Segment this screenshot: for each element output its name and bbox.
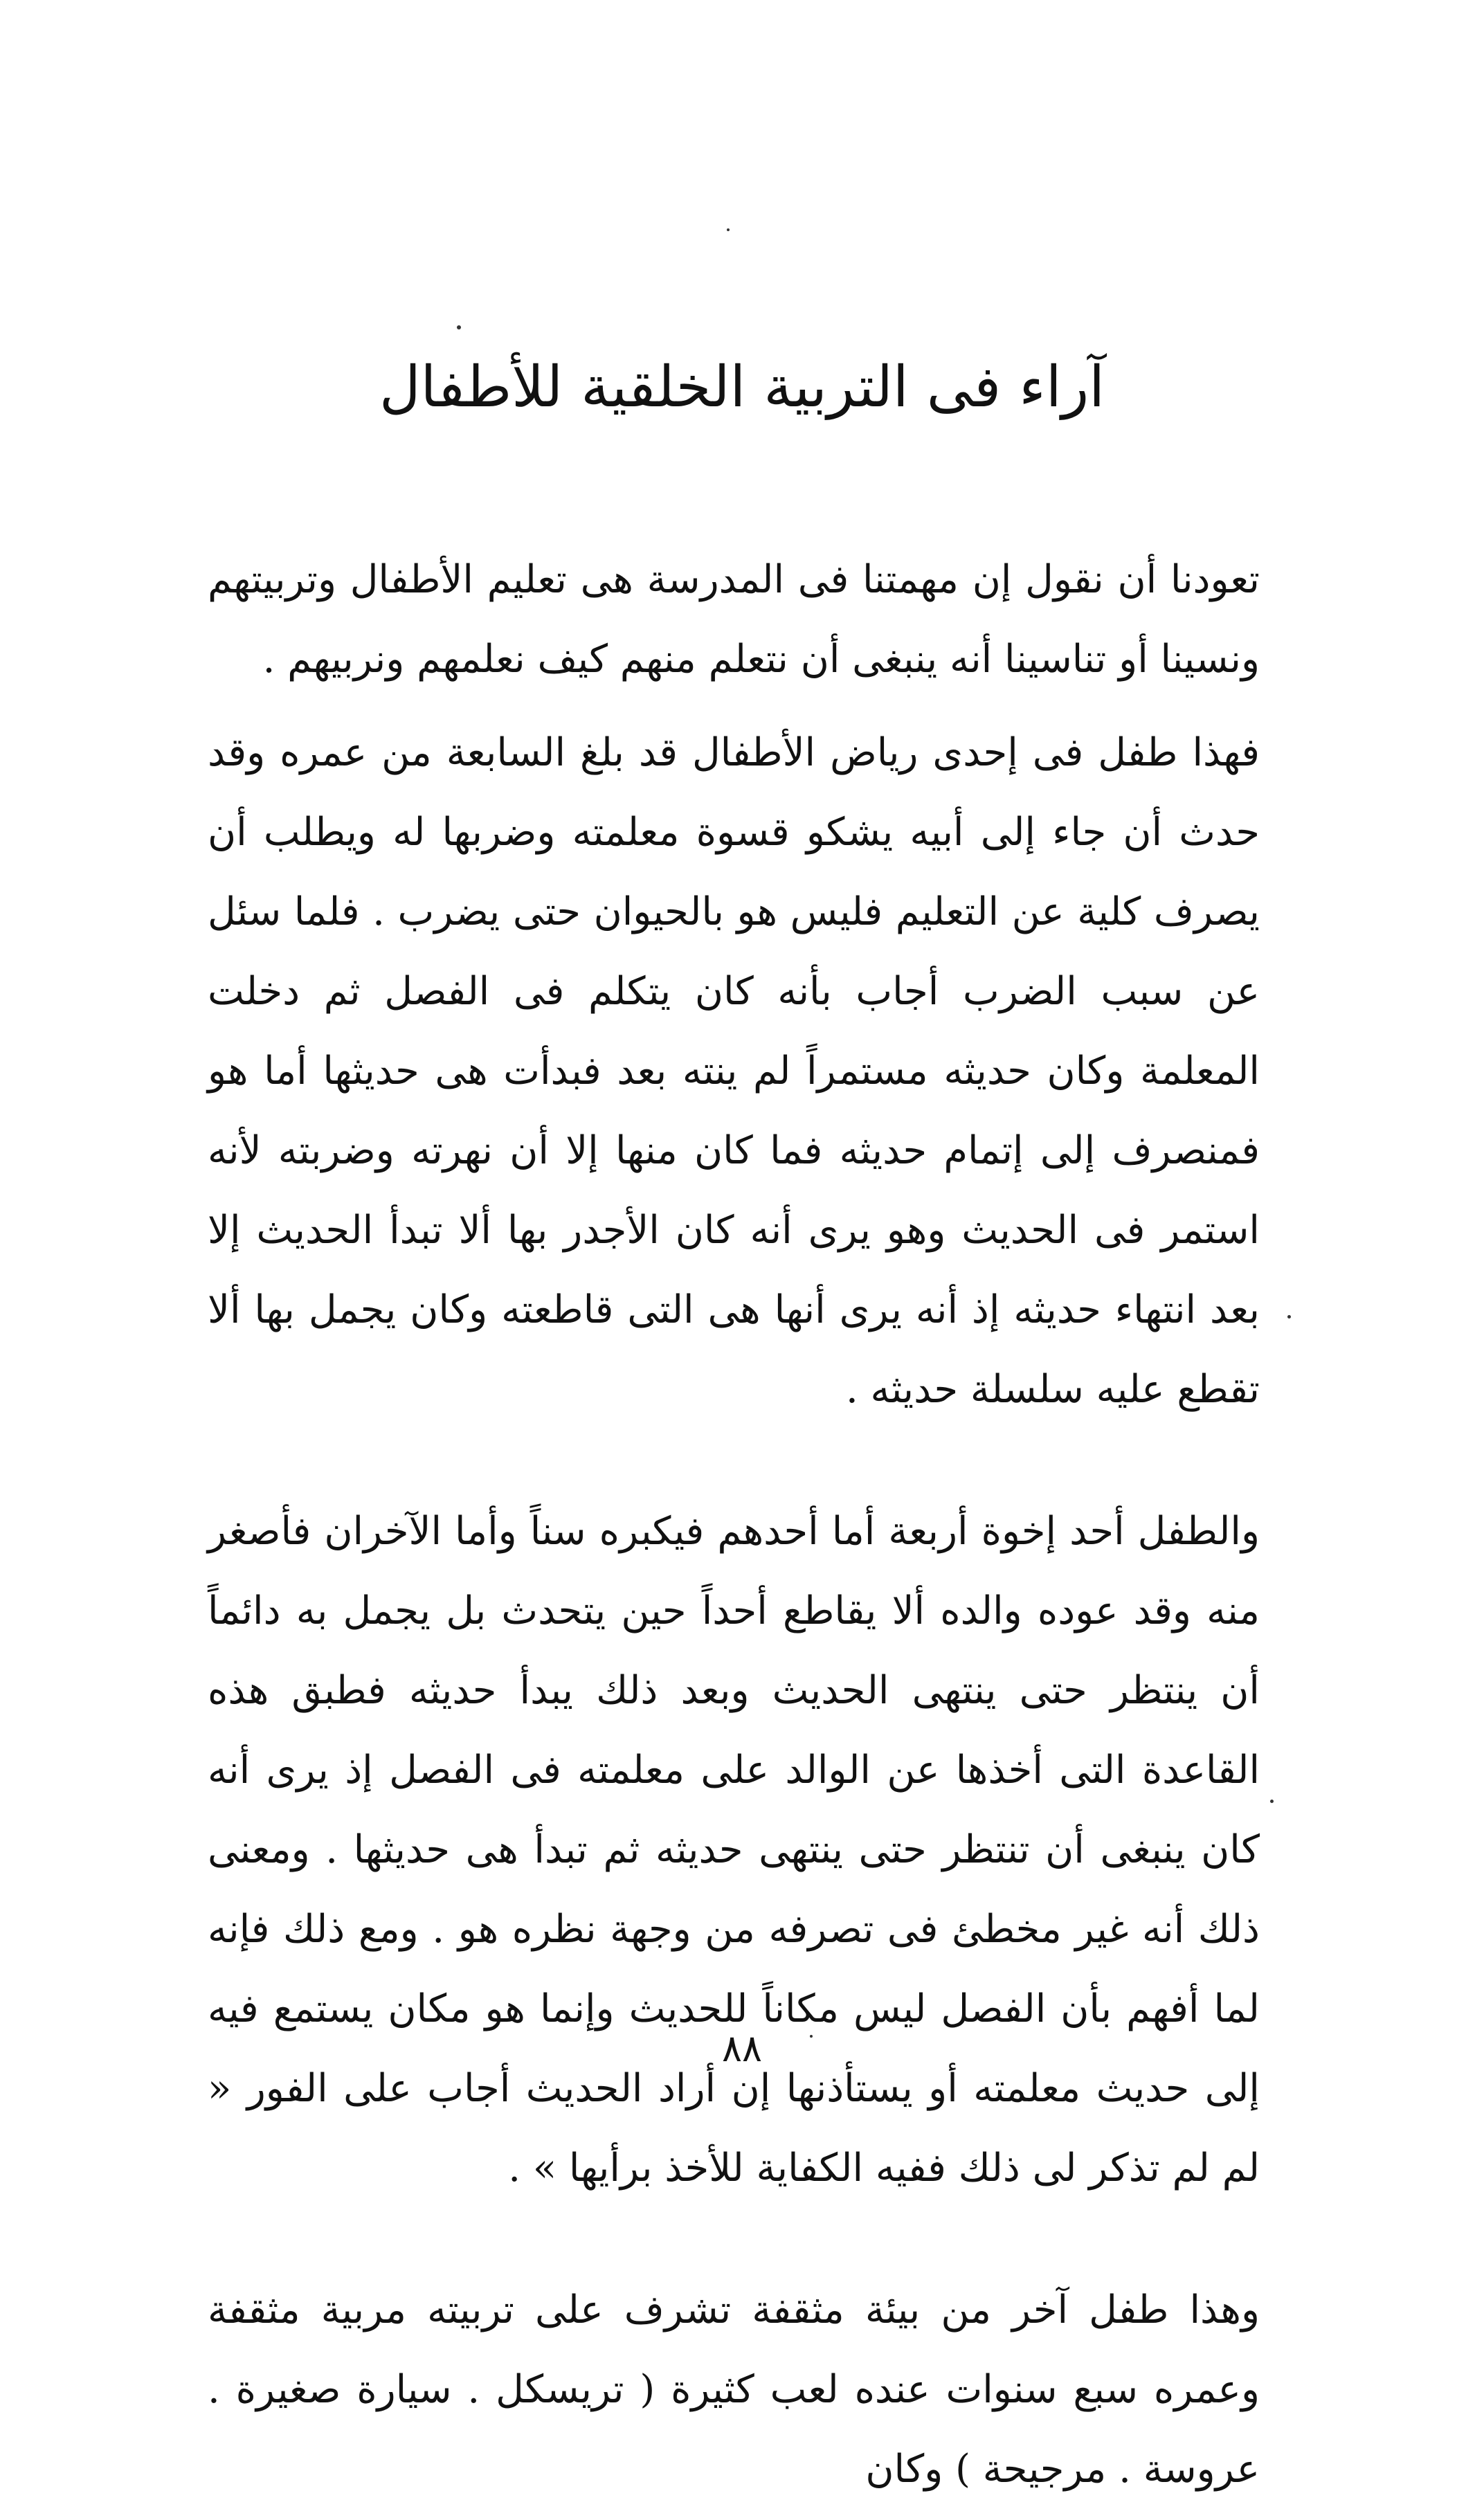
paragraph-4: وهذا طفل آخر من بيئة مثقفة تشرف على تربيته مربية مثقفة وعمره سبع سنوات عنده لعب كثيرة ( تريسكل . سيارة صغيرة . عروسة . مرجيحة ) وكان <box>208 2288 1260 2492</box>
page-title: آراء فى التربية الخلقية للأطفال <box>379 354 1105 420</box>
scan-speck <box>810 2035 813 2038</box>
scan-speck <box>457 325 461 329</box>
scan-speck <box>727 228 730 231</box>
paragraph-1: تعودنا أن نقول إن مهمتنا فى المدرسة هى تعليم الأطفال وتربيتهم ونسينا أو تناسينا أنه ينبغى أن نتعلم منهم كيف نعلمهم ونربيهم . <box>208 557 1260 682</box>
page-number: ٨٨ <box>721 2027 762 2070</box>
paragraph-3: والطفل أحد إخوة أربعة أما أحدهم فيكبره سناً وأما الآخران فأصغر منه وقد عوده والده ألا يقاطع أحداً حين يتحدث بل يجمل به دائماً أن ينتظر حتى ينتهى الحديث وبعد ذلك يبدأ حديثه فطبق هذه القاعدة التى أخذها عن الوالد على معلمته فى الفصل إذ يرى أنه كان ينبغى أن تنتظر حتى ينتهى حديثه ثم تبدأ هى حديثها . ومعنى ذلك أنه غير مخطئ فى تصرفه من وجهة نظره هو . ومع ذلك فإنه لما أفهم بأن الفصل ليس مكاناً للحديث وإنما هو مكان يستمع فيه إلى حديث معلمته أو يستأذنها إن أراد الحديث أجاب على الفور « لم لم تذكر لى ذلك ففيه الكفاية للأخذ برأيها » . <box>208 1509 1260 2191</box>
scan-speck <box>1287 1315 1291 1319</box>
paragraph-2: فهذا طفل فى إحدى رياض الأطفال قد بلغ السابعة من عمره وقد حدث أن جاء إلى أبيه يشكو قسوة معلمته وضربها له ويطلب أن يصرف كلية عن التعليم فليس هو بالحيوان حتى يضرب . فلما سئل عن سبب الضرب أجاب بأنه كان يتكلم فى الفصل ثم دخلت المعلمة وكان حديثه مستمراً لم ينته بعد فبدأت هى حديثها أما هو فمنصرف إلى إتمام حديثه فما كان منها إلا أن نهرته وضربته لأنه استمر فى الحديث وهو يرى أنه كان الأجدر بها ألا تبدأ الحديث إلا بعد انتهاء حديثه إذ أنه يرى أنها هى التى قاطعته وكان يجمل بها ألا تقطع عليه سلسلة حديثه . <box>208 730 1260 1412</box>
scan-speck <box>1270 1800 1274 1803</box>
body-text <box>208 540 1260 2509</box>
